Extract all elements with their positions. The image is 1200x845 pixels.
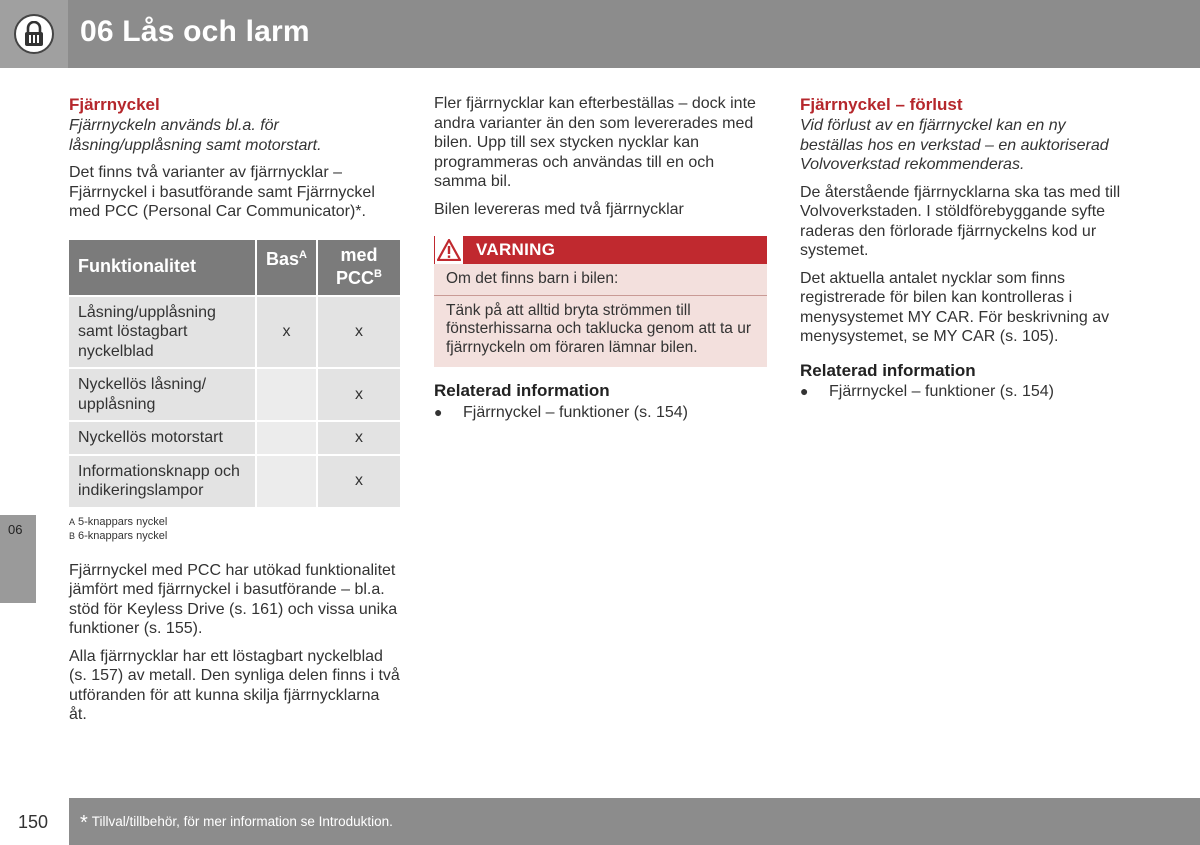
chapter-side-tab-label: 06 — [8, 522, 23, 537]
related-link[interactable]: ● Fjärrnyckel – funktioner (s. 154) — [434, 403, 688, 421]
table-header-cell: med $PCC^B$ — [316, 240, 400, 295]
warning-triangle-icon — [435, 236, 463, 264]
related-info-heading: Relaterad information — [800, 360, 976, 380]
table-cell: Nyckellös motorstart — [69, 420, 255, 454]
page-header — [0, 0, 1200, 68]
warning-text: Tänk på att alltid bryta strömmen till fönsterhissarna och taklucka genom att ta ur fjärrnyckeln om föraren lämnar bilen. — [446, 301, 751, 356]
footer-note: * Tillval/tillbehör, för mer information se Introduktion. — [80, 812, 393, 834]
warning-box — [434, 236, 767, 367]
column-middle — [434, 94, 767, 422]
table-cell — [255, 420, 316, 454]
paragraph: Det aktuella antalet nycklar som finns registrerade för bilen kan kontrolleras i menysystemet MY CAR. För beskrivning av menysystemet, se MY CAR (s. 105). — [800, 269, 1110, 345]
paragraph: De återstående fjärrnycklarna ska tas med till Volvoverkstaden. I stöldförebyggande syfte raderas den förlorade fjärrnyckelns kod ur systemet. — [800, 183, 1121, 259]
paragraph: Fjärrnyckel med PCC har utökad funktionalitet jämfört med fjärrnyckel i basutförande – bl.a. stöd för Keyless Drive (s. 161) och vissa unika funktioner (s. 155). — [69, 561, 398, 637]
table-header-cell: Bas$^A$ — [255, 240, 316, 295]
header-icon-block — [0, 0, 68, 68]
warning-title: VARNING — [476, 240, 556, 260]
paragraph: Fler fjärrnycklar kan efterbeställas – dock inte andra varianter än den som levererades med bilen. Upp till sex stycken nycklar kan programmeras och användas till en och samma bil. — [434, 95, 756, 190]
warning-divider — [434, 295, 767, 296]
table-cell: Låsning/upplåsning samt löstagbart nyckelblad — [69, 295, 255, 368]
table-cell: x — [316, 367, 400, 420]
table-cell — [255, 454, 316, 507]
table-header-row — [69, 240, 400, 295]
warning-body — [434, 264, 767, 367]
table-cell: Nyckellös låsning/ upplåsning — [69, 367, 255, 420]
lock-icon — [14, 14, 54, 54]
functionality-table — [69, 240, 400, 507]
table-footnotes — [69, 515, 401, 543]
bullet-icon: ● — [434, 403, 443, 420]
section-heading: Fjärrnyckel — [69, 95, 160, 114]
asterisk-icon: * — [80, 812, 88, 834]
section-heading: Fjärrnyckel – förlust — [800, 95, 963, 114]
footnote: $^B$ 6-knappars nyckel — [69, 529, 168, 542]
table-cell: x — [316, 420, 400, 454]
table-row — [69, 420, 400, 454]
page-number: 150 — [18, 812, 49, 832]
column-left — [69, 94, 401, 725]
warning-line: Om det finns barn i bilen: — [446, 270, 619, 287]
paragraph: Det finns två varianter av fjärrnycklar – Fjärrnyckel i basutförande samt Fjärrnyckel med PCC (Personal Car Communicator)*. — [69, 164, 375, 220]
warning-header — [434, 236, 767, 264]
table-cell: x — [255, 295, 316, 368]
column-right — [800, 94, 1132, 402]
paragraph: Bilen levereras med två fjärrnycklar — [434, 200, 684, 218]
table-row — [69, 367, 400, 420]
table-row — [69, 295, 400, 368]
related-info-heading: Relaterad information — [434, 381, 610, 400]
chapter-title: 06 Lås och larm — [80, 15, 310, 48]
footnote: $^A$ 5-knappars nyckel — [69, 515, 168, 528]
table-row — [69, 454, 400, 507]
bullet-icon: ● — [800, 383, 809, 399]
table-cell: x — [316, 454, 400, 507]
table-cell: Informationsknapp och indikeringslampor — [69, 454, 255, 507]
table-cell: x — [316, 295, 400, 368]
related-link[interactable]: ● Fjärrnyckel – funktioner (s. 154) — [800, 383, 1054, 400]
section-lead: Fjärrnyckeln används bl.a. för låsning/upplåsning samt motorstart. — [69, 117, 322, 154]
table-cell — [255, 367, 316, 420]
table-header-cell: Funktionalitet — [69, 240, 255, 295]
paragraph: Alla fjärrnycklar har ett löstagbart nyckelblad (s. 157) av metall. Den synliga delen finns i två utföranden för att kunna skilja fjärrnycklarna åt. — [69, 647, 400, 723]
section-lead: Vid förlust av en fjärrnyckel kan en ny beställas hos en verkstad – en auktoriserad Volvoverkstad rekommenderas. — [800, 117, 1109, 173]
